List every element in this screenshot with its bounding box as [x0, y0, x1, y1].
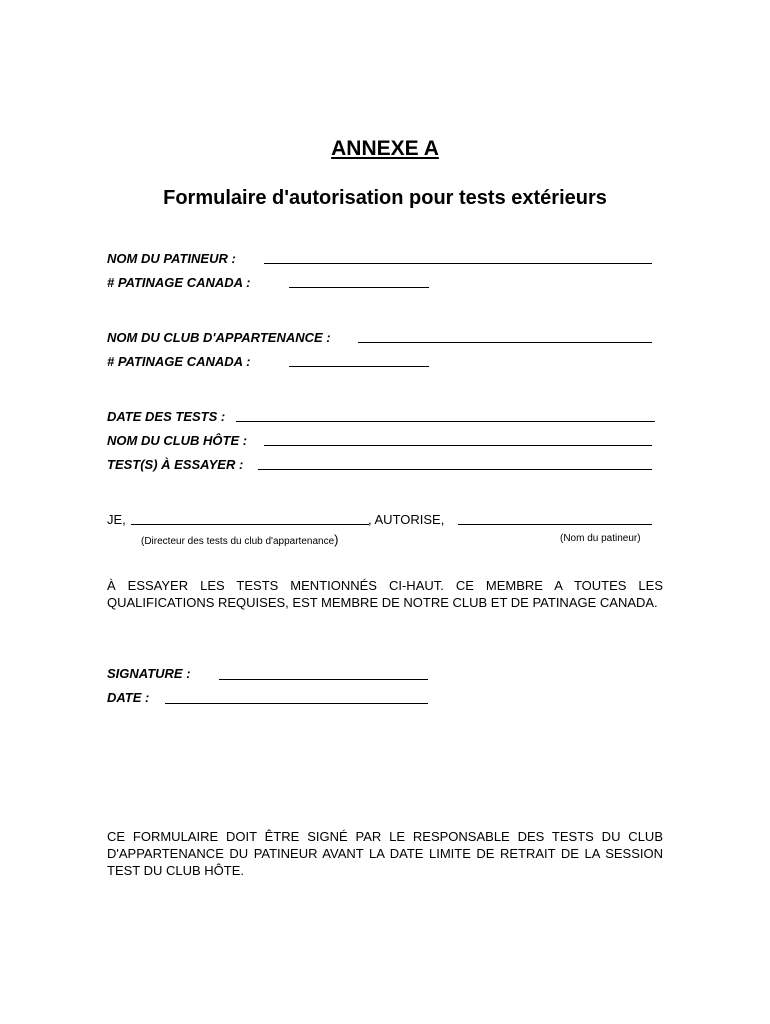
form-subtitle: Formulaire d'autorisation pour tests extérieurs: [163, 187, 607, 209]
footer-note: CE FORMULAIRE DOIT ÊTRE SIGNÉ PAR LE RESPONSABLE DES TESTS DU CLUB D'APPARTENANCE DU PATINEUR AVANT LA DATE LIMITE DE RETRAIT DE LA SESSION TEST DU CLUB HÔTE.: [107, 829, 663, 878]
skater-caption: (Nom du patineur): [560, 533, 641, 544]
skater-name-field[interactable]: [264, 263, 652, 264]
skater-name-label: NOM DU PATINEUR :: [107, 251, 236, 266]
authorized-skater-field[interactable]: [458, 524, 652, 525]
test-date-label: DATE DES TESTS :: [107, 409, 226, 424]
home-club-name-label: NOM DU CLUB D'APPARTENANCE :: [107, 330, 331, 345]
host-club-field[interactable]: [264, 445, 652, 446]
home-club-number-field[interactable]: [289, 366, 429, 367]
home-club-number-label: # PATINAGE CANADA :: [107, 354, 251, 369]
signoff-date-field[interactable]: [165, 703, 428, 704]
director-caption: (Directeur des tests du club d'appartenance): [141, 532, 339, 547]
test-date-field[interactable]: [236, 421, 655, 422]
director-name-field[interactable]: [131, 524, 369, 525]
skater-number-field[interactable]: [289, 287, 429, 288]
autorise-text: , AUTORISE,: [368, 512, 445, 527]
skater-number-label: # PATINAGE CANADA :: [107, 275, 251, 290]
signature-field[interactable]: [219, 679, 428, 680]
tests-to-try-label: TEST(S) À ESSAYER :: [107, 457, 244, 472]
signature-label: SIGNATURE :: [107, 666, 191, 681]
je-text: JE,: [107, 512, 126, 527]
document-title: ANNEXE A: [331, 137, 439, 160]
home-club-name-field[interactable]: [358, 342, 652, 343]
authorization-paragraph: À ESSAYER LES TESTS MENTIONNÉS CI-HAUT. CE MEMBRE A TOUTES LES QUALIFICATIONS REQUISES, EST MEMBRE DE NOTRE CLUB ET DE PATINAGE CANADA.: [107, 578, 663, 610]
signoff-date-label: DATE :: [107, 690, 150, 705]
tests-to-try-field[interactable]: [258, 469, 652, 470]
host-club-label: NOM DU CLUB HÔTE :: [107, 433, 248, 448]
